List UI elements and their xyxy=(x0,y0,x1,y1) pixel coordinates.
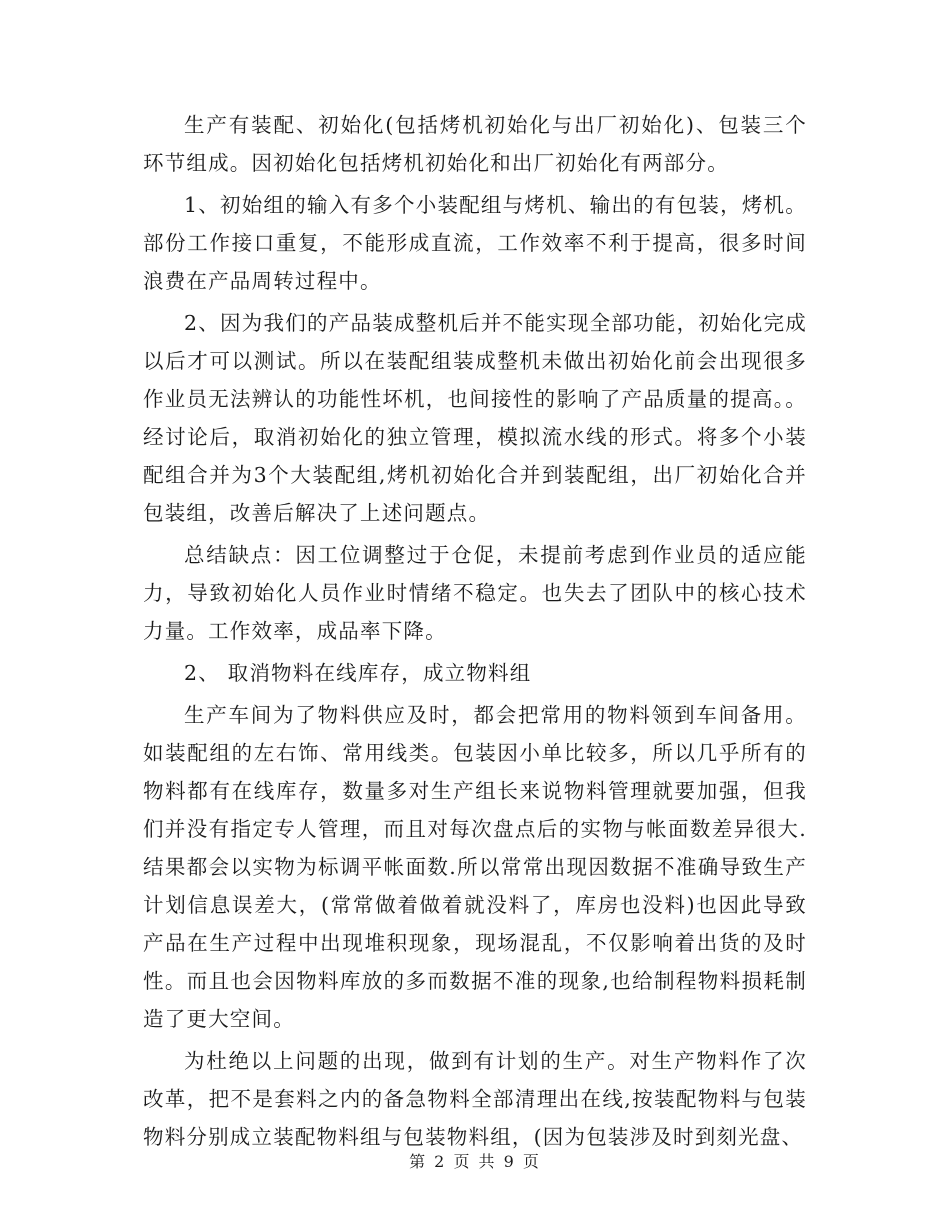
section-heading-material-group: 2、 取消物料在线库存，成立物料组 xyxy=(184,661,532,685)
paragraph-intro: 生产有装配、初始化(包括烤机初始化与出厂初始化)、包装三个环节组成。因初始化包括烤机初始化和出厂初始化有两部分。 xyxy=(143,113,807,175)
paragraph-material-background: 生产车间为了物料供应及时，都会把常用的物料领到车间备用。如装配组的左右饰、常用线类。包装因小单比较多，所以几乎所有的物料都有在线库存，数量多对生产组长来说物料管理就要加强，但我们并没有指定专人管理，而且对每次盘点后的实物与帐面数差异很大.结果都会以实物为标调平帐面数.所以常常出现因数据不准确导致生产计划信息误差大，(常常做着做着就没料了，库房也没料)也因此导致产品在生产过程中出现堆积现象，现场混乱，不仅影响着出货的及时性。而且也会因物料库放的多而数据不准的现象,也给制程物料损耗制造了更大空间。 xyxy=(143,703,807,1031)
paragraph-point-1: 1、初始组的输入有多个小装配组与烤机、输出的有包装，烤机。部份工作接口重复，不能形成直流，工作效率不利于提高，很多时间浪费在产品周转过程中。 xyxy=(143,193,807,293)
document-body xyxy=(143,106,807,1156)
paragraph-material-reform: 为杜绝以上问题的出现，做到有计划的生产。对生产物料作了次改革，把不是套料之内的备急物料全部清理出在线,按装配物料与包装物料分别成立装配物料组与包装物料组，(因为包装涉及时到刻光盘、 xyxy=(143,1049,807,1149)
page-footer: 第 2 页 共 9 页 xyxy=(409,1152,541,1171)
paragraph-point-2: 2、因为我们的产品装成整机后并不能实现全部功能，初始化完成以后才可以测试。所以在装配组装成整机未做出初始化前会出现很多作业员无法辨认的功能性坏机，也间接性的影响了产品质量的提高。。经讨论后，取消初始化的独立管理，模拟流水线的形式。将多个小装配组合并为3个大装配组,烤机初始化合并到装配组，出厂初始化合并包装组，改善后解决了上述问题点。 xyxy=(143,311,807,525)
paragraph-summary-shortcomings: 总结缺点：因工位调整过于仓促，未提前考虑到作业员的适应能力，导致初始化人员作业时情绪不稳定。也失去了团队中的核心技术力量。工作效率，成品率下降。 xyxy=(143,543,807,643)
